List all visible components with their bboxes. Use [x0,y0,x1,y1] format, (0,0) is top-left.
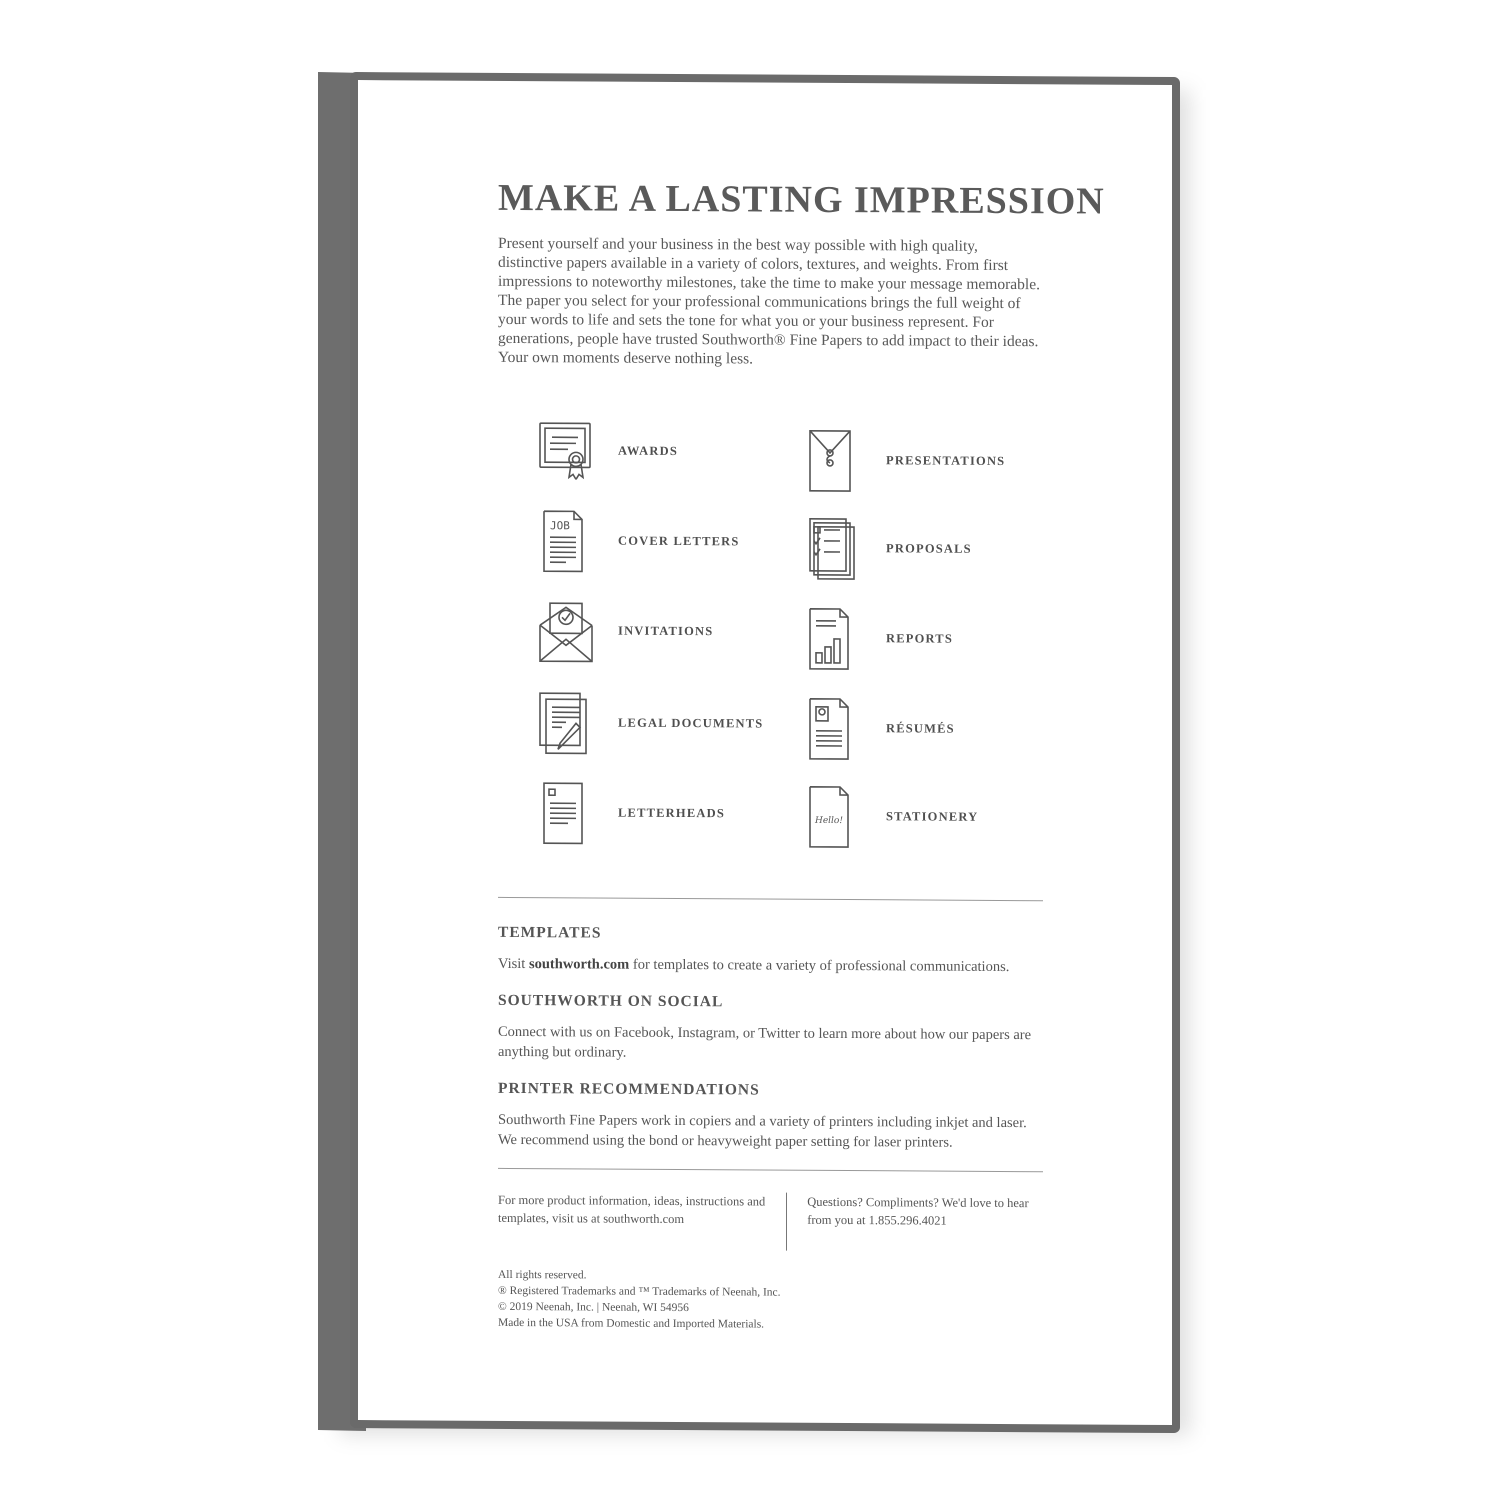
job-document-icon [536,509,596,573]
use-item-invitations [536,599,796,671]
document-pen-icon [536,691,596,755]
use-label: LETTERHEADS [618,805,725,821]
footer-info: For more product information, ideas, instructions and templates, visit us at southworth.com [498,1191,787,1251]
intro-paragraph: Present yourself and your business in the best way possible with high quality, distinctive papers available in a variety of colors, textures, and weights. From first impressions to noteworthy milestones, take the time to make your message memorable. The paper you select for your professional communications brings the full weight of your words to life and sets the tone for what you or your business represent. For generations, people have trusted Southworth® Fine Papers to add impact to their ideas. Your own moments deserve nothing less. [498,234,1040,368]
use-label: INVITATIONS [618,623,714,639]
use-label: REPORTS [886,631,953,646]
printer-heading: PRINTER RECOMMENDATIONS [498,1079,760,1099]
use-label: PROPOSALS [886,541,972,556]
page-title: MAKE A LASTING IMPRESSION [498,176,1105,223]
use-item-presentations [804,429,1064,501]
divider [498,897,1043,901]
use-item-cover-letters [536,509,796,581]
use-label: AWARDS [618,443,678,459]
hello-note-icon [804,785,864,849]
sheet-content [498,176,1105,1334]
resume-icon [804,697,864,761]
use-label: STATIONERY [886,809,979,824]
svg-text:JOB: JOB [550,519,570,533]
templates-heading: TEMPLATES [498,923,602,942]
legal-notice [498,1267,1043,1334]
use-item-legal-documents [536,691,796,763]
use-item-resumes [804,697,1064,769]
templates-text: Visit southworth.com for templates to create a variety of professional communications. [498,955,1010,976]
social-heading: SOUTHWORTH ON SOCIAL [498,991,724,1011]
legal-line: ® Registered Trademarks and ™ Trademarks of Neenah, Inc. [498,1284,781,1299]
use-label: LEGAL DOCUMENTS [618,715,764,731]
use-item-awards [536,419,796,491]
legal-line: All rights reserved. [498,1268,587,1282]
use-item-proposals [804,517,1064,589]
use-label: PRESENTATIONS [886,453,1006,469]
divider [498,1168,1043,1172]
use-item-reports [804,607,1064,679]
legal-line: © 2019 Neenah, Inc. | Neenah, WI 54956 [498,1300,689,1315]
bar-chart-document-icon [804,607,864,671]
footer-contact [498,1191,1043,1252]
legal-line: Made in the USA from Domestic and Imported Materials. [498,1316,765,1331]
use-item-letterheads [536,781,796,853]
certificate-icon [536,419,596,483]
letterhead-icon [536,781,596,845]
use-item-stationery [804,785,1064,857]
printer-text: Southworth Fine Papers work in copiers and a variety of printers including inkjet and laser. We recommend using the bond or heavyweight paper setting for laser printers. [498,1111,1027,1151]
use-label: COVER LETTERS [618,533,740,549]
svg-text:Hello!: Hello! [815,815,843,827]
social-text: Connect with us on Facebook, Instagram, or Twitter to learn more about how our papers are anything but ordinary. [498,1023,1032,1061]
envelope-check-icon [536,599,596,663]
paper-sheet [350,72,1180,1433]
checklist-stack-icon [804,517,864,581]
use-label: RÉSUMÉS [886,721,955,736]
uses-grid [498,419,1043,882]
string-envelope-icon [804,429,864,493]
footer-questions: Questions? Compliments? We'd love to hear from you at 1.855.296.4021 [807,1194,1029,1228]
southworth-link: southworth.com [528,956,630,973]
